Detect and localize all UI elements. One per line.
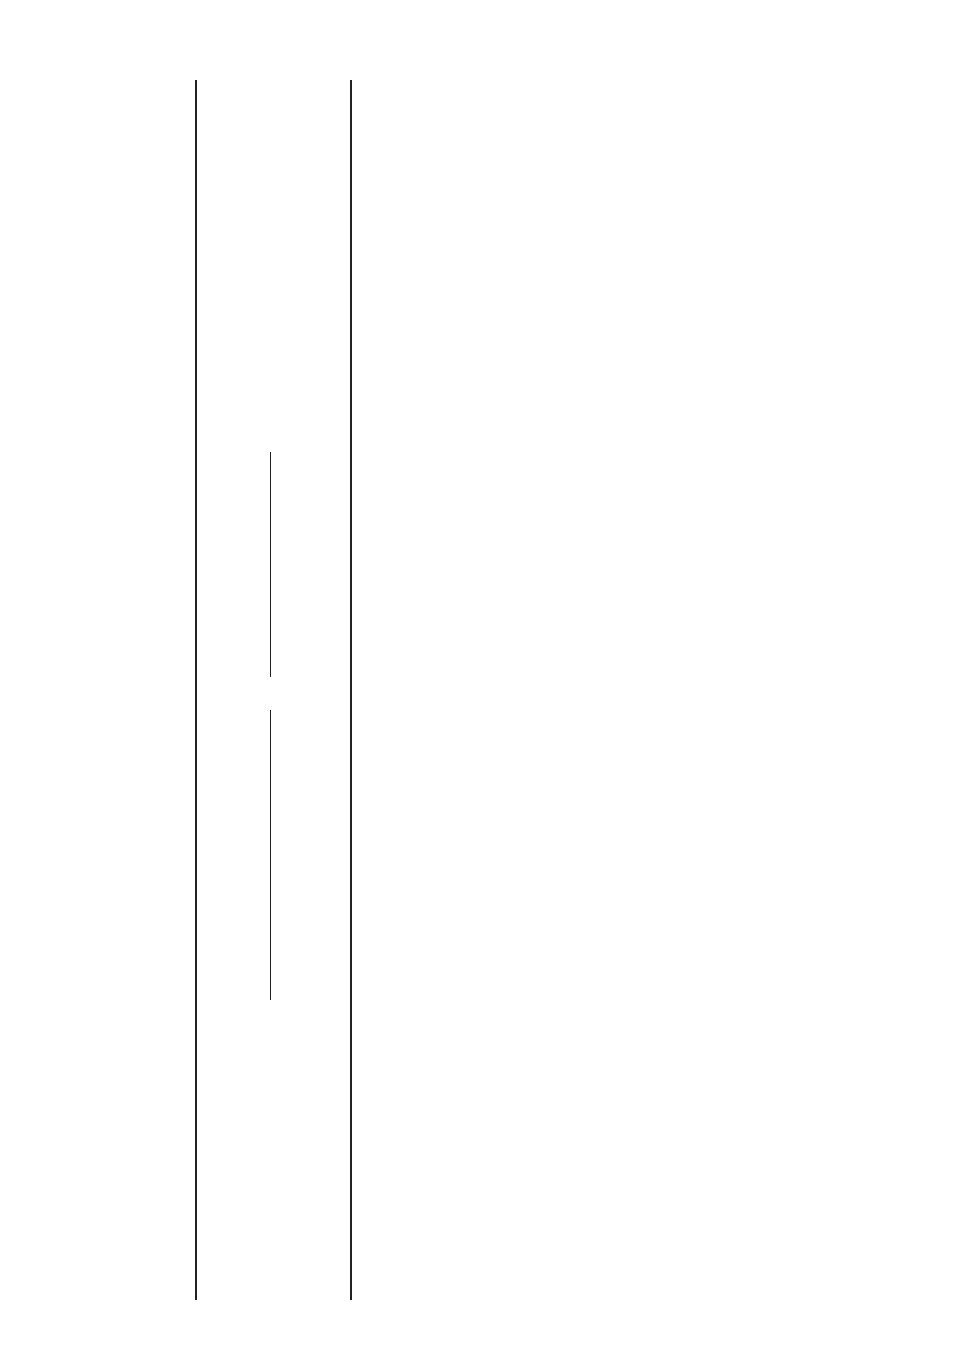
header-rule [350, 80, 352, 1300]
cpi-span-rule [270, 710, 271, 1000]
top-rule [195, 80, 197, 1300]
pct-span-rule [270, 452, 271, 677]
rotated-table [95, 80, 895, 1300]
